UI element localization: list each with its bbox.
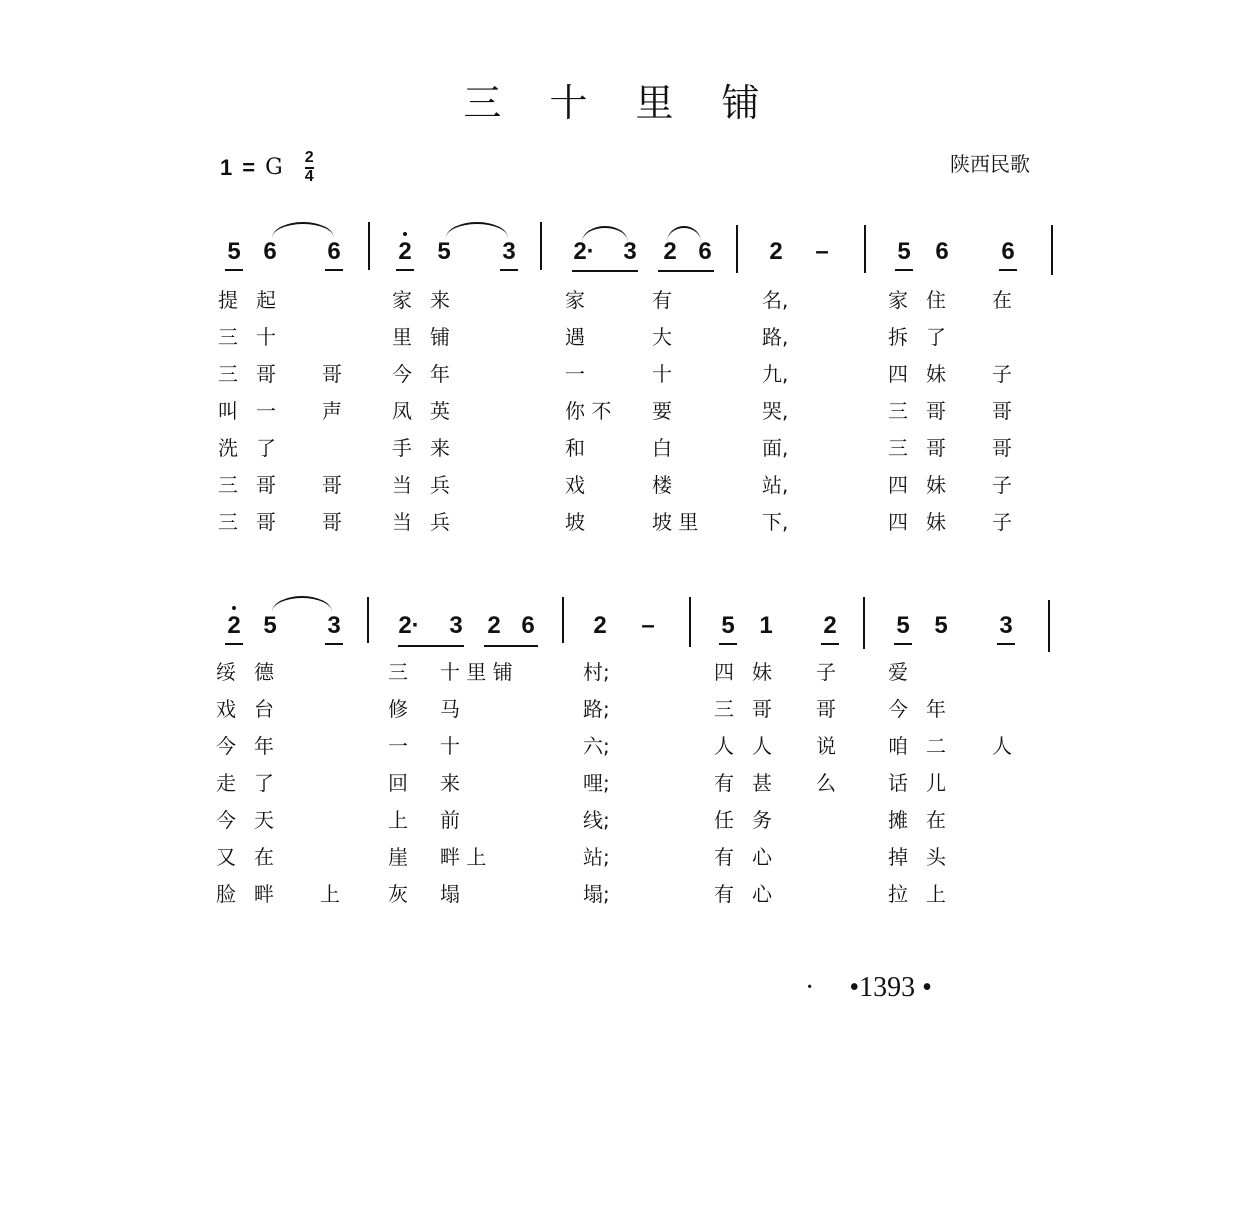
- lyric-syllable: 九,: [762, 362, 789, 386]
- lyric-syllable: 住: [926, 288, 946, 312]
- note: 6: [263, 238, 277, 265]
- lyric-syllable: 心: [752, 845, 772, 869]
- lyric-syllable: 年: [254, 734, 274, 758]
- note: 2·: [398, 612, 420, 639]
- lyric-syllable: 么: [816, 771, 836, 795]
- note: 5: [891, 612, 915, 640]
- key-equals: =: [242, 154, 256, 180]
- note: –: [641, 612, 655, 639]
- lyric-syllable: 台: [254, 697, 274, 721]
- lyric-syllable: 人: [992, 734, 1012, 758]
- lyric-syllable: 当: [392, 473, 412, 497]
- note: 6: [521, 612, 535, 639]
- lyric-syllable: 妹: [926, 510, 946, 534]
- lyric-syllable: 哭,: [762, 399, 789, 423]
- lyric-syllable: 心: [752, 882, 772, 906]
- lyric-syllable: 修: [388, 697, 408, 721]
- note: 3: [449, 612, 463, 639]
- key-tonic: 1: [220, 154, 233, 180]
- lyric-syllable: 四: [888, 510, 908, 534]
- note: 2: [769, 238, 783, 265]
- lyric-syllable: 哥: [816, 697, 836, 721]
- lyric-syllable: 二: [926, 734, 946, 758]
- beam: [658, 270, 714, 272]
- barline: [689, 597, 691, 647]
- lyric-syllable: 遇: [565, 325, 585, 349]
- lyric-syllable: 子: [992, 362, 1012, 386]
- lyric-syllable: 有: [714, 882, 734, 906]
- lyric-syllable: 你 不: [565, 399, 612, 423]
- note: 3: [623, 238, 637, 265]
- lyric-syllable: 崖: [388, 845, 408, 869]
- lyric-syllable: 三: [218, 510, 238, 534]
- lyric-syllable: 哥: [926, 399, 946, 423]
- lyric-syllable: 了: [256, 436, 276, 460]
- page-number: · •1393 •: [805, 972, 932, 1003]
- lyric-syllable: 塌: [440, 882, 460, 906]
- lyric-syllable: 咱: [888, 734, 908, 758]
- slur: [446, 222, 508, 238]
- lyric-syllable: 任: [714, 808, 734, 832]
- lyric-syllable: 当: [392, 510, 412, 534]
- note: 3: [994, 612, 1018, 640]
- lyric-syllable: 兵: [430, 510, 450, 534]
- note: 6: [935, 238, 949, 265]
- lyric-syllable: 在: [926, 808, 946, 832]
- lyric-syllable: 前: [440, 808, 460, 832]
- key-letter: G: [265, 155, 283, 180]
- lyric-syllable: 子: [992, 473, 1012, 497]
- slur: [272, 596, 332, 612]
- lyric-syllable: 拉: [888, 882, 908, 906]
- lyric-syllable: 妹: [752, 660, 772, 684]
- lyric-syllable: 叫: [218, 399, 238, 423]
- time-numerator: 2: [305, 150, 314, 169]
- lyric-syllable: 今: [888, 697, 908, 721]
- note: 5: [437, 238, 451, 265]
- note: 6: [996, 238, 1020, 266]
- lyric-syllable: 今: [216, 734, 236, 758]
- lyric-syllable: 哥: [322, 362, 342, 386]
- lyric-syllable: 坡 里: [652, 510, 699, 534]
- barline: [864, 225, 866, 273]
- lyric-syllable: 妹: [926, 362, 946, 386]
- lyric-syllable: 线;: [583, 808, 610, 832]
- song-origin: 陕西民歌: [950, 152, 1030, 176]
- lyric-syllable: 哥: [322, 510, 342, 534]
- lyric-syllable: 头: [926, 845, 946, 869]
- lyric-syllable: 人: [714, 734, 734, 758]
- lyric-syllable: 人: [752, 734, 772, 758]
- lyric-syllable: 子: [816, 660, 836, 684]
- lyric-syllable: 脸: [216, 882, 236, 906]
- lyric-syllable: 子: [992, 510, 1012, 534]
- lyric-syllable: 坡: [565, 510, 585, 534]
- note: 5: [934, 612, 948, 639]
- note: 3: [322, 612, 346, 640]
- lyric-syllable: 又: [216, 845, 236, 869]
- note: 2: [393, 238, 417, 266]
- lyric-syllable: 上: [388, 808, 408, 832]
- note: 2: [222, 612, 246, 640]
- lyric-syllable: 一: [256, 399, 276, 423]
- lyric-syllable: 在: [992, 288, 1012, 312]
- lyric-syllable: 戏: [216, 697, 236, 721]
- barline: [1048, 600, 1050, 652]
- lyric-syllable: 要: [652, 399, 672, 423]
- note: 5: [716, 612, 740, 640]
- lyric-syllable: 哥: [322, 473, 342, 497]
- lyric-syllable: 十 里 铺: [440, 660, 513, 684]
- barline: [540, 222, 542, 270]
- lyric-syllable: 一: [565, 362, 585, 386]
- lyric-syllable: 德: [254, 660, 274, 684]
- lyric-syllable: 三: [388, 660, 408, 684]
- lyric-syllable: 六;: [583, 734, 610, 758]
- barline: [562, 597, 564, 643]
- lyric-syllable: 大: [652, 325, 672, 349]
- lyric-syllable: 一: [388, 734, 408, 758]
- note: 3: [497, 238, 521, 266]
- lyric-syllable: 今: [392, 362, 412, 386]
- lyric-syllable: 哩;: [583, 771, 610, 795]
- note: 2: [593, 612, 607, 639]
- barline: [368, 222, 370, 270]
- barline: [367, 597, 369, 643]
- lyric-syllable: 妹: [926, 473, 946, 497]
- lyric-syllable: 四: [714, 660, 734, 684]
- lyric-syllable: 年: [430, 362, 450, 386]
- note: 1: [759, 612, 773, 639]
- lyric-syllable: 摊: [888, 808, 908, 832]
- time-denominator: 4: [304, 168, 314, 185]
- lyric-syllable: 有: [714, 771, 734, 795]
- note: 5: [263, 612, 277, 639]
- lyric-syllable: 白: [652, 436, 672, 460]
- lyric-syllable: 起: [256, 288, 276, 312]
- lyric-syllable: 来: [430, 288, 450, 312]
- lyric-syllable: 三: [714, 697, 734, 721]
- lyric-syllable: 戏: [565, 473, 585, 497]
- lyric-syllable: 三: [888, 436, 908, 460]
- lyric-syllable: 上: [926, 882, 946, 906]
- lyric-syllable: 下,: [762, 510, 789, 534]
- note: 2: [487, 612, 501, 639]
- lyric-syllable: 爱: [888, 660, 908, 684]
- lyric-syllable: 绥: [216, 660, 236, 684]
- note: 5: [222, 238, 246, 266]
- lyric-syllable: 站,: [762, 473, 789, 497]
- lyric-syllable: 来: [430, 436, 450, 460]
- note: 5: [892, 238, 916, 266]
- lyric-syllable: 兵: [430, 473, 450, 497]
- lyric-syllable: 三: [218, 362, 238, 386]
- lyric-syllable: 铺: [430, 325, 450, 349]
- lyric-syllable: 哥: [992, 436, 1012, 460]
- beam: [572, 270, 638, 272]
- lyric-syllable: 和: [565, 436, 585, 460]
- lyric-syllable: 凤: [392, 399, 412, 423]
- lyric-syllable: 路,: [762, 325, 789, 349]
- lyric-syllable: 三: [218, 473, 238, 497]
- lyric-syllable: 哥: [752, 697, 772, 721]
- lyric-syllable: 天: [254, 808, 274, 832]
- lyric-syllable: 畔 上: [440, 845, 487, 869]
- lyric-syllable: 哥: [256, 473, 276, 497]
- beam: [398, 645, 464, 647]
- lyric-syllable: 说: [816, 734, 836, 758]
- note: 2·: [573, 238, 595, 265]
- lyric-syllable: 了: [254, 771, 274, 795]
- song-title: 三 十 里 铺: [463, 81, 778, 125]
- lyric-syllable: 走: [216, 771, 236, 795]
- lyric-syllable: 掉: [888, 845, 908, 869]
- lyric-syllable: 哥: [256, 362, 276, 386]
- key-signature: [220, 150, 314, 185]
- lyric-syllable: 畔: [254, 882, 274, 906]
- lyric-syllable: 十: [256, 325, 276, 349]
- lyric-syllable: 有: [652, 288, 672, 312]
- lyric-syllable: 哥: [926, 436, 946, 460]
- lyric-syllable: 务: [752, 808, 772, 832]
- lyric-syllable: 拆: [888, 325, 908, 349]
- lyric-syllable: 三: [218, 325, 238, 349]
- lyric-syllable: 家: [565, 288, 585, 312]
- lyric-syllable: 十: [652, 362, 672, 386]
- lyric-syllable: 十: [440, 734, 460, 758]
- note: –: [815, 238, 829, 265]
- lyric-syllable: 四: [888, 473, 908, 497]
- lyric-syllable: 路;: [583, 697, 610, 721]
- lyric-syllable: 上: [320, 882, 340, 906]
- lyric-syllable: 英: [430, 399, 450, 423]
- lyric-syllable: 家: [888, 288, 908, 312]
- lyric-syllable: 甚: [752, 771, 772, 795]
- note: 2: [663, 238, 677, 265]
- lyric-syllable: 来: [440, 771, 460, 795]
- note: 6: [698, 238, 712, 265]
- lyric-syllable: 提: [218, 288, 238, 312]
- lyric-syllable: 站;: [583, 845, 610, 869]
- lyric-syllable: 声: [322, 399, 342, 423]
- lyric-syllable: 楼: [652, 473, 672, 497]
- lyric-syllable: 话: [888, 771, 908, 795]
- lyric-syllable: 马: [440, 697, 460, 721]
- lyric-syllable: 哥: [256, 510, 276, 534]
- lyric-syllable: 面,: [762, 436, 789, 460]
- barline: [1051, 225, 1053, 275]
- barline: [863, 597, 865, 649]
- barline: [736, 225, 738, 273]
- lyric-syllable: 灰: [388, 882, 408, 906]
- beam: [484, 645, 538, 647]
- slur: [272, 222, 334, 238]
- time-signature: [305, 150, 314, 185]
- lyric-syllable: 村;: [583, 660, 610, 684]
- lyric-syllable: 了: [926, 325, 946, 349]
- note: 6: [322, 238, 346, 266]
- lyric-syllable: 家: [392, 288, 412, 312]
- lyric-syllable: 四: [888, 362, 908, 386]
- lyric-syllable: 三: [888, 399, 908, 423]
- lyric-syllable: 洗: [218, 436, 238, 460]
- lyric-syllable: 哥: [992, 399, 1012, 423]
- note: 2: [818, 612, 842, 640]
- lyric-syllable: 里: [392, 325, 412, 349]
- lyric-syllable: 名,: [762, 288, 789, 312]
- lyric-syllable: 手: [392, 436, 412, 460]
- lyric-syllable: 今: [216, 808, 236, 832]
- lyric-syllable: 回: [388, 771, 408, 795]
- lyric-syllable: 塌;: [583, 882, 610, 906]
- lyric-syllable: 在: [254, 845, 274, 869]
- lyric-syllable: 有: [714, 845, 734, 869]
- lyric-syllable: 年: [926, 697, 946, 721]
- lyric-syllable: 儿: [926, 771, 946, 795]
